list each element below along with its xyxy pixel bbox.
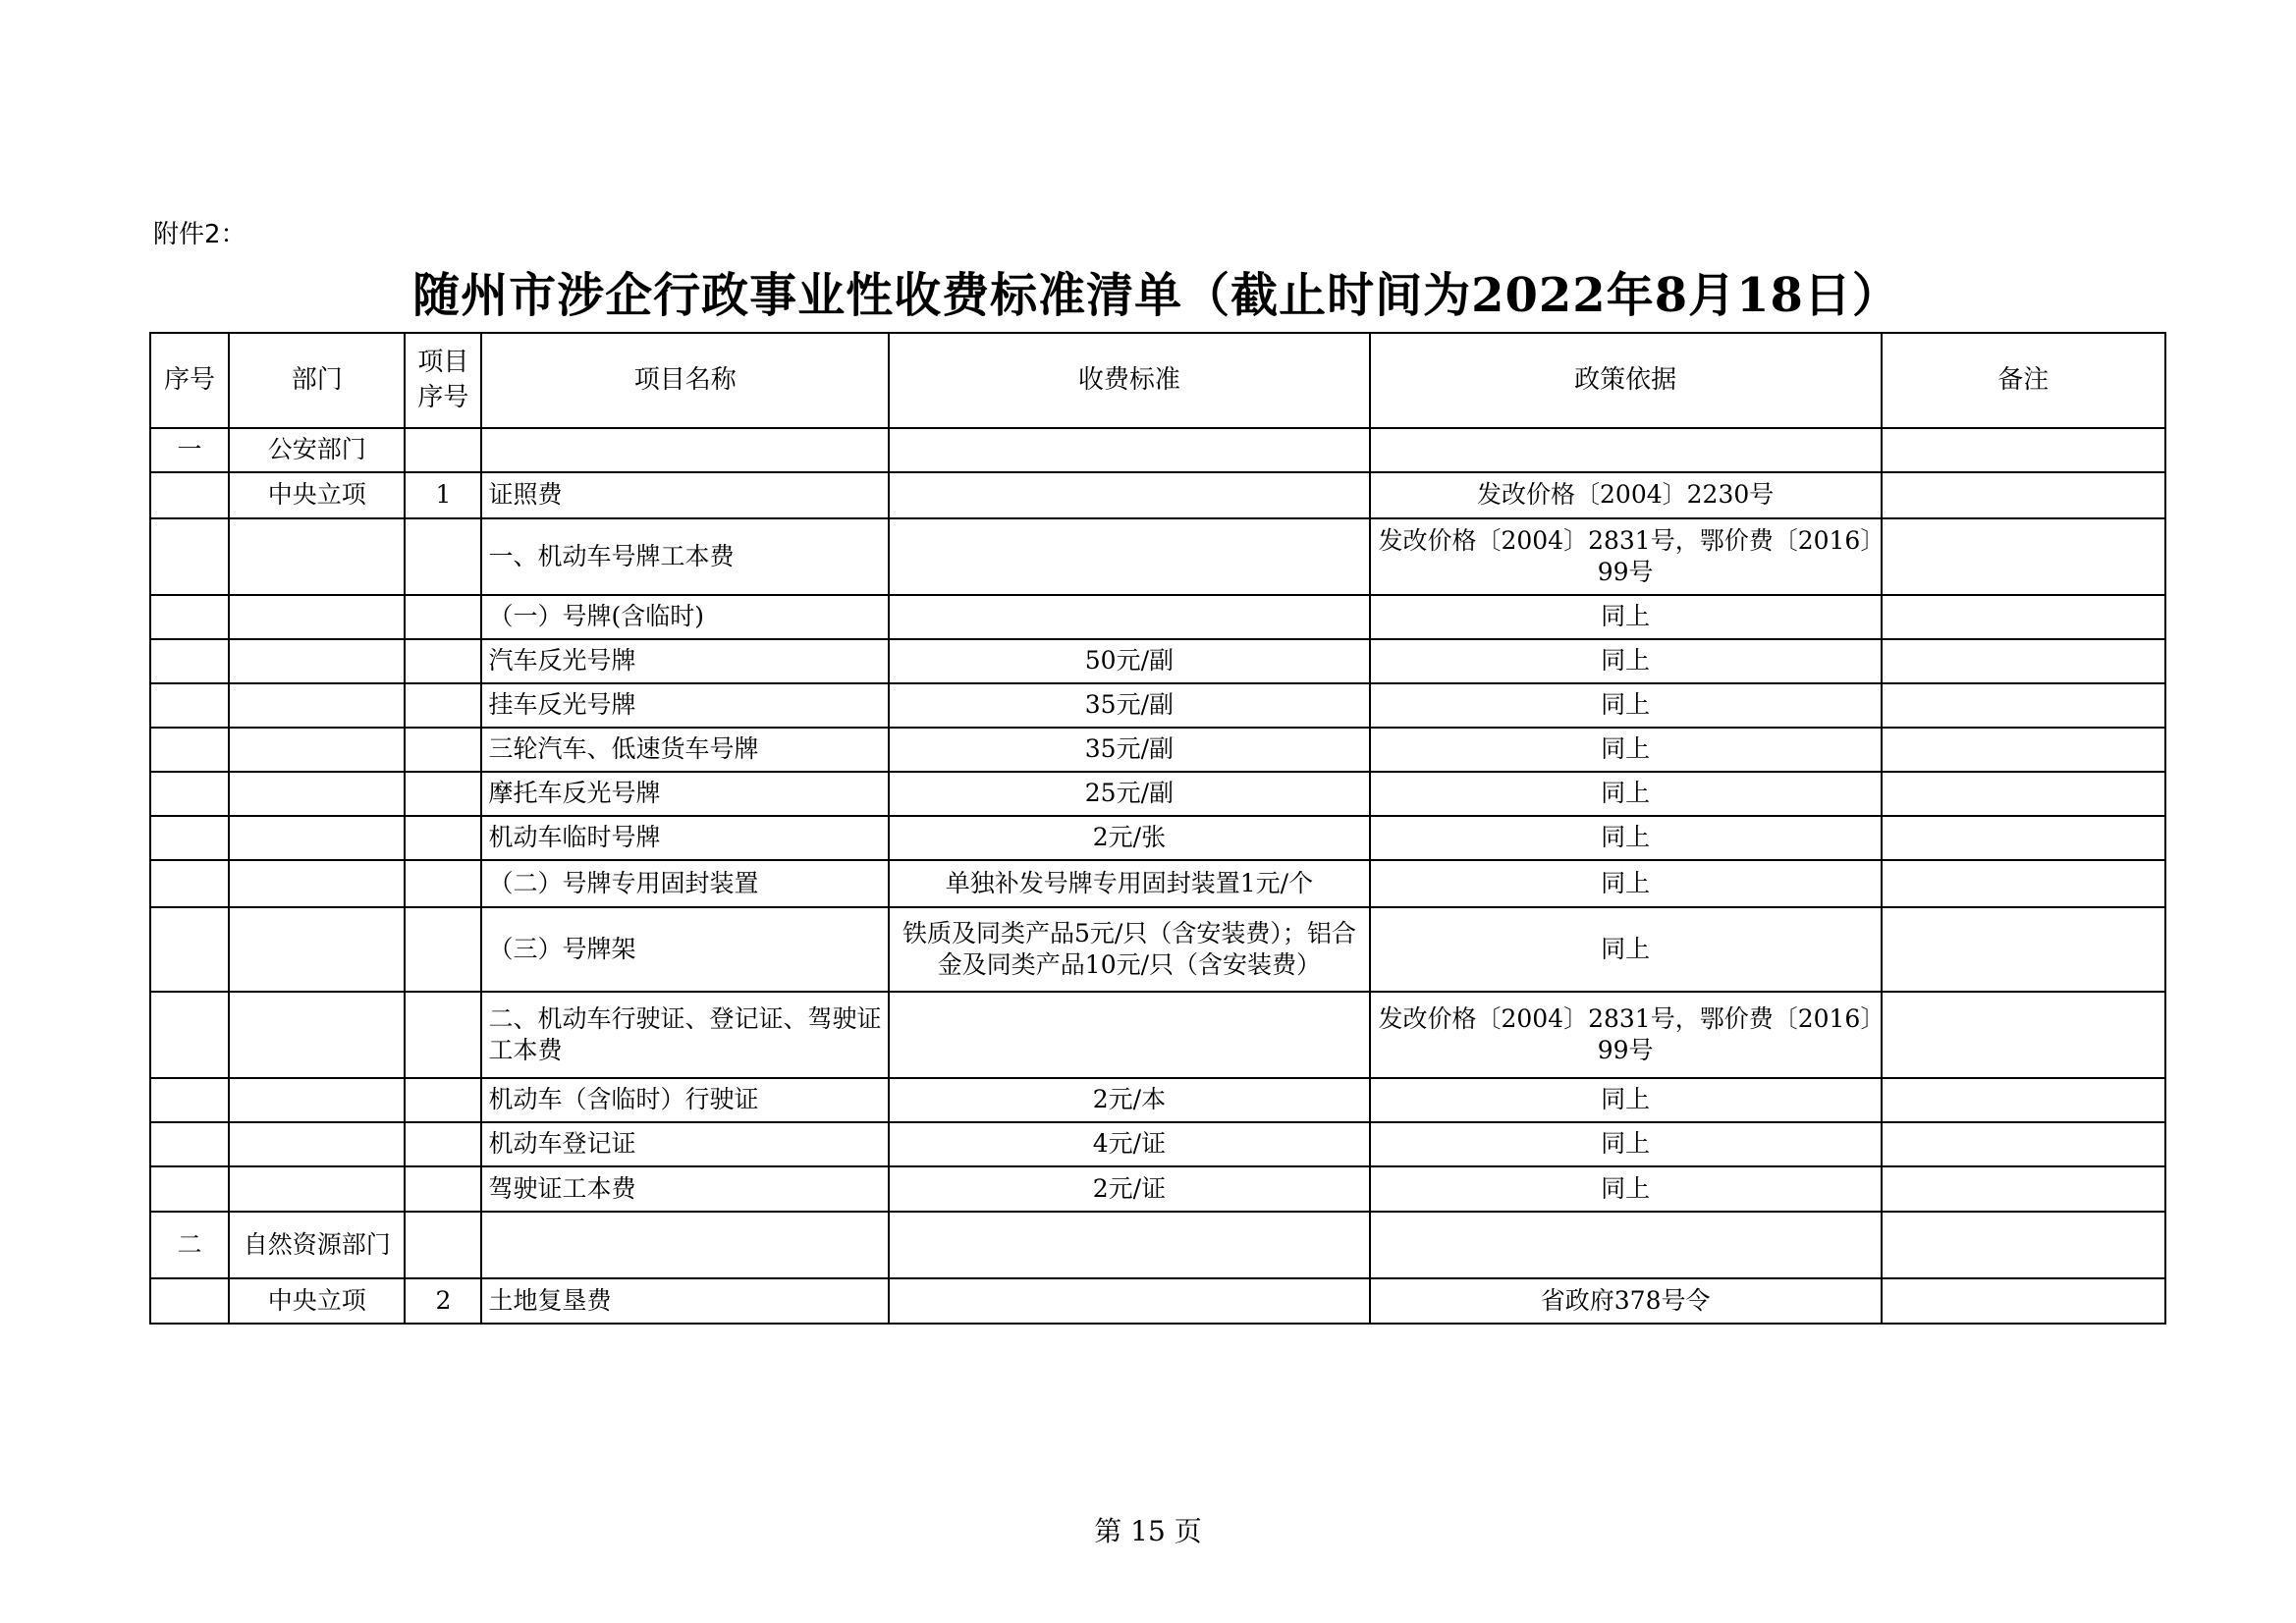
cell-basis: 同上: [1370, 683, 1882, 728]
cell-item-name: 三轮汽车、低速货车号牌: [481, 728, 889, 772]
cell-item-name: 驾驶证工本费: [481, 1166, 889, 1212]
cell-item-seq: [405, 907, 481, 992]
cell-item-name: （三）号牌架: [481, 907, 889, 992]
cell-remark: [1882, 595, 2165, 639]
cell-standard: [889, 595, 1370, 639]
header-basis: 政策依据: [1370, 333, 1882, 428]
cell-remark: [1882, 683, 2165, 728]
cell-basis: 同上: [1370, 1078, 1882, 1122]
table-row: [150, 1212, 2165, 1278]
cell-item-seq: [405, 728, 481, 772]
cell-seq: [150, 639, 229, 683]
cell-seq: 一: [150, 428, 229, 472]
cell-basis: 发改价格〔2004〕2831号，鄂价费〔2016〕99号: [1370, 518, 1882, 595]
cell-standard: 2元/本: [889, 1078, 1370, 1122]
header-item-name: 项目名称: [481, 333, 889, 428]
table-row: [150, 639, 2165, 683]
cell-basis: [1370, 428, 1882, 472]
cell-dept: 中央立项: [229, 1278, 405, 1324]
cell-dept: [229, 639, 405, 683]
table-row: [150, 728, 2165, 772]
cell-standard: [889, 472, 1370, 518]
table-row: [150, 1122, 2165, 1166]
cell-dept: [229, 816, 405, 860]
cell-item-seq: [405, 860, 481, 907]
cell-basis: 同上: [1370, 639, 1882, 683]
cell-seq: [150, 992, 229, 1078]
cell-remark: [1882, 639, 2165, 683]
cell-standard: 35元/副: [889, 683, 1370, 728]
cell-basis: 同上: [1370, 1122, 1882, 1166]
table-row: [150, 428, 2165, 472]
table-row: [150, 860, 2165, 907]
cell-remark: [1882, 860, 2165, 907]
cell-standard: [889, 1278, 1370, 1324]
header-standard: 收费标准: [889, 333, 1370, 428]
cell-standard: 单独补发号牌专用固封装置1元/个: [889, 860, 1370, 907]
cell-item-seq: [405, 1212, 481, 1278]
cell-seq: [150, 1278, 229, 1324]
cell-standard: 35元/副: [889, 728, 1370, 772]
cell-dept: [229, 992, 405, 1078]
table-header-row: [150, 333, 2165, 428]
cell-remark: [1882, 518, 2165, 595]
cell-seq: [150, 860, 229, 907]
cell-item-name: 汽车反光号牌: [481, 639, 889, 683]
cell-dept: 中央立项: [229, 472, 405, 518]
cell-remark: [1882, 1166, 2165, 1212]
cell-item-seq: [405, 1166, 481, 1212]
cell-dept: [229, 683, 405, 728]
cell-dept: [229, 1122, 405, 1166]
cell-remark: [1882, 472, 2165, 518]
cell-seq: [150, 683, 229, 728]
cell-basis: [1370, 1212, 1882, 1278]
table-row: [150, 518, 2165, 595]
cell-item-name: [481, 1212, 889, 1278]
cell-seq: [150, 518, 229, 595]
document-title: 随州市涉企行政事业性收费标准清单（截止时间为2022年8月18日）: [412, 268, 1900, 323]
cell-item-name: 机动车临时号牌: [481, 816, 889, 860]
cell-seq: [150, 1122, 229, 1166]
cell-seq: [150, 472, 229, 518]
cell-basis: 同上: [1370, 816, 1882, 860]
cell-item-seq: 1: [405, 472, 481, 518]
cell-item-seq: [405, 518, 481, 595]
cell-seq: [150, 907, 229, 992]
cell-basis: 同上: [1370, 728, 1882, 772]
cell-basis: 同上: [1370, 595, 1882, 639]
cell-item-seq: [405, 992, 481, 1078]
cell-seq: [150, 772, 229, 816]
cell-item-name: （一）号牌(含临时): [481, 595, 889, 639]
cell-remark: [1882, 907, 2165, 992]
cell-remark: [1882, 1122, 2165, 1166]
cell-dept: [229, 1078, 405, 1122]
cell-item-seq: [405, 428, 481, 472]
cell-seq: [150, 728, 229, 772]
cell-item-name: 二、机动车行驶证、登记证、驾驶证工本费: [481, 992, 889, 1078]
cell-item-seq: [405, 1078, 481, 1122]
cell-remark: [1882, 992, 2165, 1078]
cell-seq: [150, 595, 229, 639]
cell-remark: [1882, 728, 2165, 772]
cell-item-name: （二）号牌专用固封装置: [481, 860, 889, 907]
header-dept: 部门: [229, 333, 405, 428]
cell-standard: 25元/副: [889, 772, 1370, 816]
table-row: [150, 1078, 2165, 1122]
cell-remark: [1882, 428, 2165, 472]
cell-dept: [229, 728, 405, 772]
cell-item-seq: [405, 1122, 481, 1166]
table-row: [150, 816, 2165, 860]
cell-standard: 4元/证: [889, 1122, 1370, 1166]
header-seq: 序号: [150, 333, 229, 428]
table-row: [150, 907, 2165, 992]
header-item-seq: 项目序号: [405, 333, 481, 428]
cell-standard: [889, 518, 1370, 595]
cell-standard: 2元/证: [889, 1166, 1370, 1212]
table-row: [150, 992, 2165, 1078]
cell-dept: [229, 595, 405, 639]
cell-item-name: 挂车反光号牌: [481, 683, 889, 728]
cell-item-seq: [405, 683, 481, 728]
cell-item-name: 机动车（含临时）行驶证: [481, 1078, 889, 1122]
page-number: 第 15 页: [1094, 1515, 1202, 1547]
cell-dept: 自然资源部门: [229, 1212, 405, 1278]
cell-standard: [889, 1212, 1370, 1278]
cell-basis: 同上: [1370, 1166, 1882, 1212]
cell-item-seq: [405, 772, 481, 816]
cell-basis: 同上: [1370, 907, 1882, 992]
cell-item-name: 机动车登记证: [481, 1122, 889, 1166]
table-row: [150, 472, 2165, 518]
cell-basis: 同上: [1370, 860, 1882, 907]
cell-standard: 铁质及同类产品5元/只（含安装费）；铝合金及同类产品10元/只（含安装费）: [889, 907, 1370, 992]
cell-standard: 2元/张: [889, 816, 1370, 860]
cell-seq: [150, 1166, 229, 1212]
table-row: [150, 772, 2165, 816]
cell-basis: 同上: [1370, 772, 1882, 816]
cell-standard: [889, 992, 1370, 1078]
cell-item-seq: [405, 639, 481, 683]
cell-item-seq: [405, 816, 481, 860]
cell-item-name: 摩托车反光号牌: [481, 772, 889, 816]
cell-dept: [229, 772, 405, 816]
cell-item-name: [481, 428, 889, 472]
table-row: [150, 1278, 2165, 1324]
cell-dept: [229, 907, 405, 992]
cell-basis: 发改价格〔2004〕2831号，鄂价费〔2016〕99号: [1370, 992, 1882, 1078]
table-row: [150, 683, 2165, 728]
table-row: [150, 595, 2165, 639]
cell-standard: 50元/副: [889, 639, 1370, 683]
attachment-label: 附件2：: [153, 220, 246, 249]
cell-dept: 公安部门: [229, 428, 405, 472]
cell-item-name: 一、机动车号牌工本费: [481, 518, 889, 595]
cell-item-name: 土地复垦费: [481, 1278, 889, 1324]
cell-item-seq: 2: [405, 1278, 481, 1324]
cell-standard: [889, 428, 1370, 472]
cell-remark: [1882, 1278, 2165, 1324]
cell-dept: [229, 1166, 405, 1212]
header-remark: 备注: [1882, 333, 2165, 428]
cell-basis: 省政府378号令: [1370, 1278, 1882, 1324]
cell-dept: [229, 518, 405, 595]
cell-seq: [150, 1078, 229, 1122]
cell-remark: [1882, 772, 2165, 816]
cell-item-seq: [405, 595, 481, 639]
table-row: [150, 1166, 2165, 1212]
cell-remark: [1882, 1078, 2165, 1122]
fee-standard-table: [149, 332, 2166, 1325]
cell-dept: [229, 860, 405, 907]
cell-item-name: 证照费: [481, 472, 889, 518]
cell-seq: [150, 816, 229, 860]
cell-basis: 发改价格〔2004〕2230号: [1370, 472, 1882, 518]
cell-seq: 二: [150, 1212, 229, 1278]
cell-remark: [1882, 1212, 2165, 1278]
cell-remark: [1882, 816, 2165, 860]
